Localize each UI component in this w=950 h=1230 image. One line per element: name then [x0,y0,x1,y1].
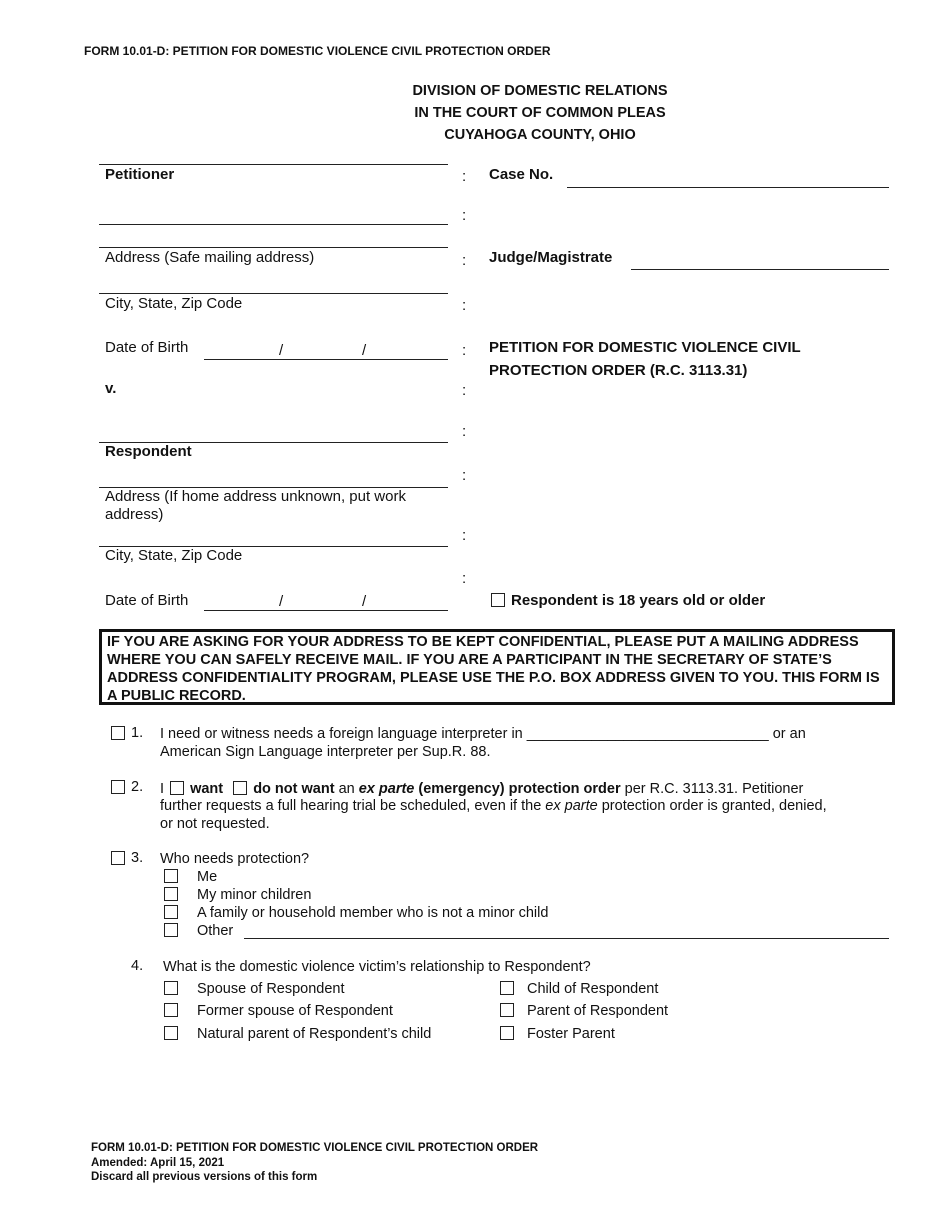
petitioner-address-label: Address (Safe mailing address) [105,249,315,266]
caption-colon: : [462,570,467,587]
item2-i: I [160,781,165,797]
ex-parte-text: ex parte [358,781,415,797]
respondent-city-label: City, State, Zip Code [105,547,243,564]
spouse-label: Spouse of Respondent [197,981,345,997]
form-title: FORM 10.01-D: PETITION FOR DOMESTIC VIOLENCE CIVIL PROTECTION ORDER [84,44,551,58]
protect-family-label: A family or household member who is not a minor child [197,905,549,921]
caption-colon: : [462,527,467,544]
protect-children-checkbox[interactable] [164,887,178,901]
petitioner-address-line[interactable] [99,247,448,248]
item2-line2b: ex parte [545,798,598,814]
court-line-3: CUYAHOGA COUNTY, OHIO [444,127,636,143]
item1-checkbox[interactable] [111,726,125,740]
caption-colon: : [462,252,467,269]
protect-other-label: Other [197,923,234,939]
item3-checkbox[interactable] [111,851,125,865]
petition-title-1: PETITION FOR DOMESTIC VIOLENCE CIVIL [489,339,801,356]
petitioner-city-line[interactable] [99,293,448,294]
want-checkbox[interactable] [170,781,184,795]
court-line-1: DIVISION OF DOMESTIC RELATIONS [412,83,668,99]
petitioner-name-line[interactable] [99,164,448,165]
dob-slash: / [279,342,284,359]
respondent-dob-field[interactable] [204,610,448,611]
do-not-want-label: do not want [253,781,335,797]
caption-colon: : [462,467,467,484]
item3-question: Who needs protection? [160,851,310,867]
dob-slash: / [279,593,284,610]
petitioner-line-2[interactable] [99,224,448,225]
respondent-age-label: Respondent is 18 years old or older [511,592,766,609]
an-text: an [338,781,355,797]
foster-parent-label: Foster Parent [527,1026,615,1042]
petitioner-dob-field[interactable] [204,359,448,360]
caption-colon: : [462,382,467,399]
item2-checkbox[interactable] [111,780,125,794]
footer-amended: Amended: April 15, 2021 [91,1157,225,1169]
protect-me-label: Me [197,869,218,885]
footer-form-title: FORM 10.01-D: PETITION FOR DOMESTIC VIOLENCE CIVIL PROTECTION ORDER [91,1142,539,1154]
respondent-address-label: Address (If home address unknown, put work address) [105,488,406,523]
child-checkbox[interactable] [500,981,514,995]
respondent-age-checkbox[interactable] [491,593,505,607]
item1-line2: American Sign Language interpreter per Sup.R. 88. [160,744,491,760]
protect-family-checkbox[interactable] [164,905,178,919]
item4-number: 4. [131,958,144,974]
item2-number: 2. [131,779,144,795]
item2-line3: or not requested. [160,816,270,832]
judge-label: Judge/Magistrate [489,249,613,266]
foster-parent-checkbox[interactable] [500,1026,514,1040]
caption-colon: : [462,207,467,224]
emergency-text: (emergency) protection order [418,781,621,797]
dob-slash: / [362,593,367,610]
spouse-checkbox[interactable] [164,981,178,995]
per-text: per R.C. 3113.31. Petitioner [624,781,804,797]
item2-line2 [160,797,827,815]
protect-other-checkbox[interactable] [164,923,178,937]
confidential-notice: IF YOU ARE ASKING FOR YOUR ADDRESS TO BE KEPT CONFIDENTIAL, PLEASE PUT A MAILING ADDRESS WHERE YOU CAN SAFELY RECEIVE MAIL. IF YOU ARE A PARTICIPANT IN THE SECRETARY OF STATE’S ADDRESS CONFIDENTIALITY PROGRAM, PLEASE USE THE P.O. BOX ADDRESS GIVEN TO YOU. THIS FORM IS A PUBLIC RECORD. [99,629,895,705]
natural-parent-label: Natural parent of Respondent’s child [197,1026,432,1042]
parent-label: Parent of Respondent [527,1003,669,1019]
item1-number: 1. [131,725,144,741]
child-label: Child of Respondent [527,981,659,997]
petitioner-dob-label: Date of Birth [105,339,189,356]
item2-line1 [160,779,803,798]
versus-label: v. [105,380,117,397]
protect-children-label: My minor children [197,887,312,903]
footer-discard: Discard all previous versions of this form [91,1171,318,1183]
petitioner-city-label: City, State, Zip Code [105,295,243,312]
parent-checkbox[interactable] [500,1003,514,1017]
petition-title-2: PROTECTION ORDER (R.C. 3113.31) [489,362,748,379]
caption-colon: : [462,168,467,185]
former-spouse-checkbox[interactable] [164,1003,178,1017]
protect-other-field[interactable] [244,938,889,939]
case-no-label: Case No. [489,166,554,183]
petitioner-label: Petitioner [105,166,175,183]
protect-me-checkbox[interactable] [164,869,178,883]
item2-line2a: further requests a full hearing trial be scheduled, even if the [160,798,542,814]
caption-colon: : [462,342,467,359]
judge-field[interactable] [631,269,889,270]
caption-colon: : [462,423,467,440]
respondent-dob-label: Date of Birth [105,592,189,609]
natural-parent-checkbox[interactable] [164,1026,178,1040]
do-not-want-checkbox[interactable] [233,781,247,795]
item1-line1: I need or witness needs a foreign language interpreter in ______________________________ or an [160,726,806,742]
case-no-field[interactable] [567,187,889,188]
item4-question: What is the domestic violence victim’s relationship to Respondent? [163,959,591,975]
former-spouse-label: Former spouse of Respondent [197,1003,393,1019]
caption-colon: : [462,297,467,314]
item3-number: 3. [131,850,144,866]
court-line-2: IN THE COURT OF COMMON PLEAS [414,105,666,121]
dob-slash: / [362,342,367,359]
respondent-label: Respondent [105,443,192,460]
want-label: want [190,781,224,797]
item2-line2c: protection order is granted, denied, [601,798,827,814]
